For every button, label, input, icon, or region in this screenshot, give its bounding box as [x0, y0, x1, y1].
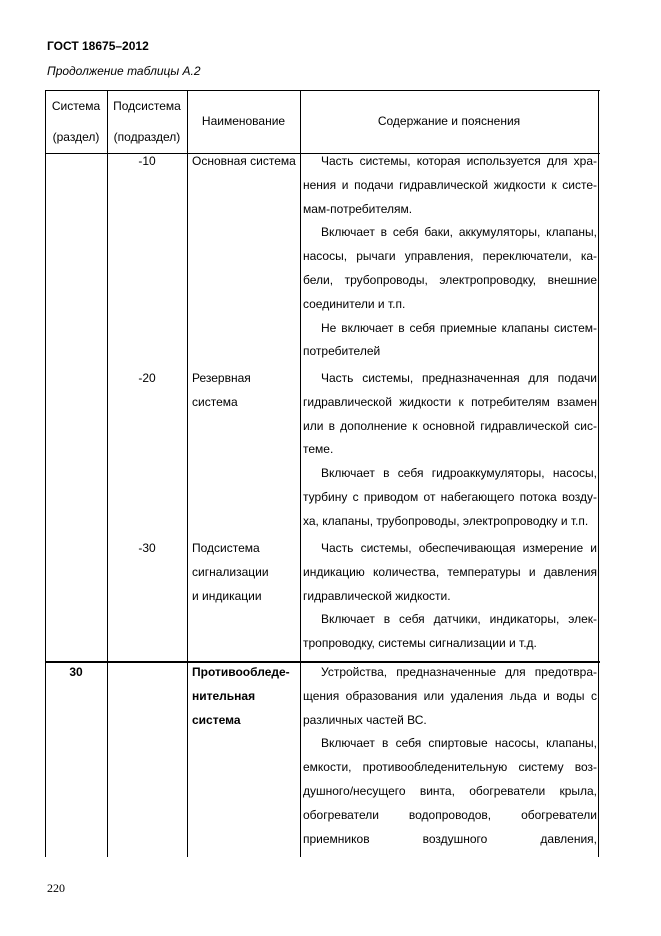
content-line: потребителей	[303, 344, 381, 359]
row-subsystem-code: -10	[138, 154, 156, 168]
header-name-label: Наименование	[201, 114, 286, 128]
row-content	[303, 537, 597, 656]
table-continuation-caption: Продолжение таблицы А.2	[47, 64, 201, 78]
header-content-label: Содержание и пояснения	[377, 114, 521, 128]
name-line: система	[192, 394, 238, 409]
row-name	[192, 150, 302, 174]
standard-code: ГОСТ 18675–2012	[47, 39, 149, 53]
content-line: Включает в себя спиртовые насосы, клапаны,	[321, 736, 597, 751]
header-system-line2: (раздел)	[52, 129, 100, 144]
header-subsystem-line1: Подсистема	[113, 98, 181, 113]
row-content	[303, 367, 597, 534]
name-line: нительная	[192, 688, 256, 703]
name-line: Основная система	[192, 154, 296, 168]
content-line: теме.	[303, 442, 334, 457]
col-border-2	[187, 90, 188, 857]
content-line: насосы, рычаги управления, переключатели, ка-	[303, 249, 597, 264]
row-name	[192, 661, 302, 732]
content-line: щения образования или удаления льда и воды с	[303, 688, 597, 703]
content-line: гидравлической жидкости.	[303, 588, 451, 603]
header-content	[300, 90, 598, 153]
row-name	[192, 367, 302, 415]
row-subsystem-code: -20	[138, 371, 156, 385]
content-line: различных частей ВС.	[303, 712, 427, 727]
content-line: емкости, противообледенительную систему воз-	[303, 760, 597, 775]
content-line: или в дополнение к основной гидравлической сис-	[303, 418, 597, 433]
row-name	[192, 537, 302, 608]
content-line: душного/несущего винта, обогреватели крыла,	[303, 783, 597, 798]
content-line: нения и подачи гидравлической жидкости к систе-	[303, 177, 597, 192]
content-line: обогреватели водопроводов, обогреватели	[303, 807, 597, 822]
content-line: Часть системы, обеспечивающая измерение и	[321, 541, 597, 555]
col-border-1	[107, 90, 108, 857]
row-content	[303, 661, 597, 851]
classification-table	[45, 90, 600, 857]
header-subsystem-line2: (подраздел)	[113, 129, 181, 144]
content-line: Часть системы, предназначенная для подачи	[321, 371, 597, 385]
content-line: Включает в себя датчики, индикаторы, элек-	[321, 612, 597, 627]
content-line: Включает в себя баки, аккумуляторы, клапаны,	[321, 225, 597, 240]
content-line: турбину с приводом от набегающего потока возду-	[303, 489, 597, 504]
content-line: Включает в себя гидроаккумуляторы, насосы,	[321, 466, 597, 481]
content-line: Устройства, предназначенные для предотвра-	[321, 665, 597, 679]
header-subsystem	[107, 90, 187, 153]
name-line: система	[192, 712, 241, 727]
content-line: мам-потребителям.	[303, 201, 413, 216]
name-line: сигнализации	[192, 564, 269, 579]
content-line: Не включает в себя приемные клапаны систем-	[321, 320, 597, 335]
row-subsystem-code: -30	[138, 541, 156, 555]
header-system-line1: Система	[51, 98, 101, 113]
row-content	[303, 150, 597, 364]
content-line: соединители и т.п.	[303, 296, 406, 311]
content-line: тропроводку, системы сигнализации и т.д.	[303, 636, 537, 651]
row-system-code: 30	[69, 665, 83, 679]
name-line: Подсистема	[192, 541, 260, 555]
content-line: приемников воздушного давления,	[303, 831, 597, 846]
content-line: Часть системы, которая используется для хра-	[321, 154, 597, 168]
content-line: бели, трубопроводы, электропроводку, внешние	[303, 272, 597, 287]
content-line: ха, клапаны, трубопроводы, электропроводку и т.п.	[303, 513, 589, 528]
col-border-right	[598, 90, 599, 857]
col-border-3	[300, 90, 301, 857]
content-line: индикацию количества, температуры и давления	[303, 564, 597, 579]
col-border-left	[45, 90, 46, 857]
page-number: 220	[47, 881, 65, 895]
name-line: Противообледе-	[192, 665, 290, 679]
content-line: гидравлической жидкости к потребителям взамен	[303, 394, 597, 409]
name-line: и индикации	[192, 588, 262, 603]
name-line: Резервная	[192, 371, 251, 385]
header-name	[187, 90, 300, 153]
header-system	[45, 90, 107, 153]
